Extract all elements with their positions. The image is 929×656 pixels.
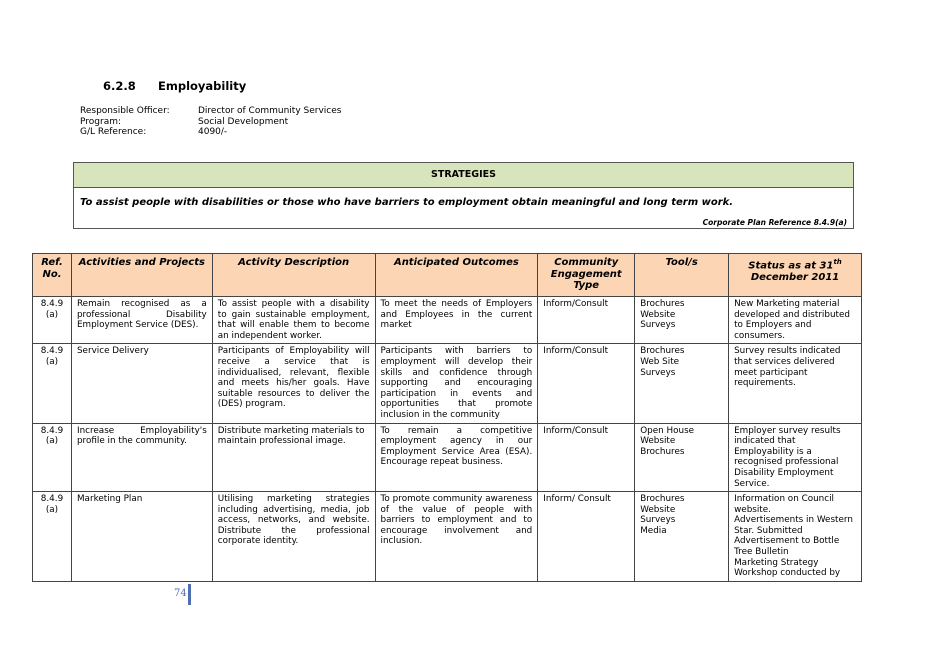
meta-value: 4090/-: [198, 127, 228, 137]
cell-ref: 8.4.9 (a): [33, 423, 72, 492]
corporate-plan-reference: Corporate Plan Reference 8.4.9(a): [702, 218, 847, 227]
strategies-box: [73, 162, 854, 229]
meta-label: G/L Reference:: [80, 127, 147, 137]
cell-activity: Marketing Plan: [71, 492, 212, 582]
cell-activity: Remain recognised as a professional Disability Employment Service (DES).: [71, 297, 212, 344]
cell-ref: 8.4.9 (a): [33, 297, 72, 344]
table-row: [33, 344, 862, 423]
page-number-divider: [188, 584, 191, 605]
header-status-text: Status as at 31: [748, 260, 834, 272]
section-title: Employability: [158, 79, 247, 93]
section-number: 6.2.8: [103, 79, 136, 93]
cell-status: Information on Council website. Advertisements in Western Star. Submitted Advertisement to Bottle Tree Bulletin Marketing Strategy Workshop conducted by: [729, 492, 862, 582]
cell-ref: 8.4.9 (a): [33, 344, 72, 423]
program-details: [80, 106, 341, 138]
header-activities: Activities and Projects: [71, 254, 212, 297]
cell-engagement: Inform/Consult: [538, 423, 635, 492]
section-heading: [103, 79, 246, 93]
cell-tools: Brochures Website Surveys: [635, 297, 729, 344]
header-status-date: December 2011: [750, 271, 840, 283]
activities-table: [32, 253, 862, 582]
meta-label: Responsible Officer:: [80, 106, 170, 116]
cell-description: Utilising marketing strategies including advertising, media, job access, networks, and website. Distribute the professional corporate identity.: [212, 492, 375, 582]
meta-row-gl-reference: [80, 127, 341, 138]
page-number: 74: [174, 588, 187, 599]
header-ref-no: Ref. No.: [33, 254, 72, 297]
cell-outcome: Participants with barriers to employment will develop their skills and confidence through supporting and encouraging participation in events and opportunities that promote inclusion in the community: [375, 344, 538, 423]
cell-outcome: To meet the needs of Employers and Employees in the current market: [375, 297, 538, 344]
cell-engagement: Inform/Consult: [538, 297, 635, 344]
cell-outcome: To remain a competitive employment agency in our Employment Service Area (ESA). Encourage repeat business.: [375, 423, 538, 492]
cell-activity: Increase Employability's profile in the community.: [71, 423, 212, 492]
cell-status: Survey results indicated that services delivered meet participant requirements.: [729, 344, 862, 423]
meta-value: Director of Community Services: [198, 106, 342, 116]
table-row: [33, 423, 862, 492]
table-row: [33, 297, 862, 344]
header-description: Activity Description: [212, 254, 375, 297]
header-outcomes: Anticipated Outcomes: [375, 254, 538, 297]
header-status: [729, 254, 862, 297]
header-status-sup: th: [833, 258, 842, 266]
header-engagement: Community Engagement Type: [538, 254, 635, 297]
table-row: [33, 492, 862, 582]
cell-outcome: To promote community awareness of the value of people with barriers to employment and to encourage involvement and inclusion.: [375, 492, 538, 582]
cell-description: Distribute marketing materials to maintain professional image.: [212, 423, 375, 492]
cell-activity: Service Delivery: [71, 344, 212, 423]
cell-status: Employer survey results indicated that Employability is a recognised professional Disability Employment Service.: [729, 423, 862, 492]
table-header-row: [33, 254, 862, 297]
cell-description: Participants of Employability will receive a service that is individualised, relevant, flexible and meets his/her goals. Have suitable resources to deliver the (DES) program.: [212, 344, 375, 423]
cell-tools: Brochures Website Surveys Media: [635, 492, 729, 582]
cell-tools: Brochures Web Site Surveys: [635, 344, 729, 423]
cell-engagement: Inform/Consult: [538, 344, 635, 423]
meta-row-program: [80, 117, 341, 128]
cell-description: To assist people with a disability to gain sustainable employment, that will enable them to become an independent worker.: [212, 297, 375, 344]
meta-label: Program:: [80, 116, 122, 127]
cell-engagement: Inform/ Consult: [538, 492, 635, 582]
strategies-heading: STRATEGIES: [74, 163, 853, 188]
meta-value: Social Development: [198, 116, 289, 127]
strategy-goal: To assist people with disabilities or those who have barriers to employment obtain meaningful and long term work.: [80, 197, 734, 208]
header-tools: Tool/s: [635, 254, 729, 297]
meta-row-officer: [80, 106, 341, 117]
cell-tools: Open House Website Brochures: [635, 423, 729, 492]
cell-ref: 8.4.9 (a): [33, 492, 72, 582]
cell-status: New Marketing material developed and distributed to Employers and consumers.: [729, 297, 862, 344]
